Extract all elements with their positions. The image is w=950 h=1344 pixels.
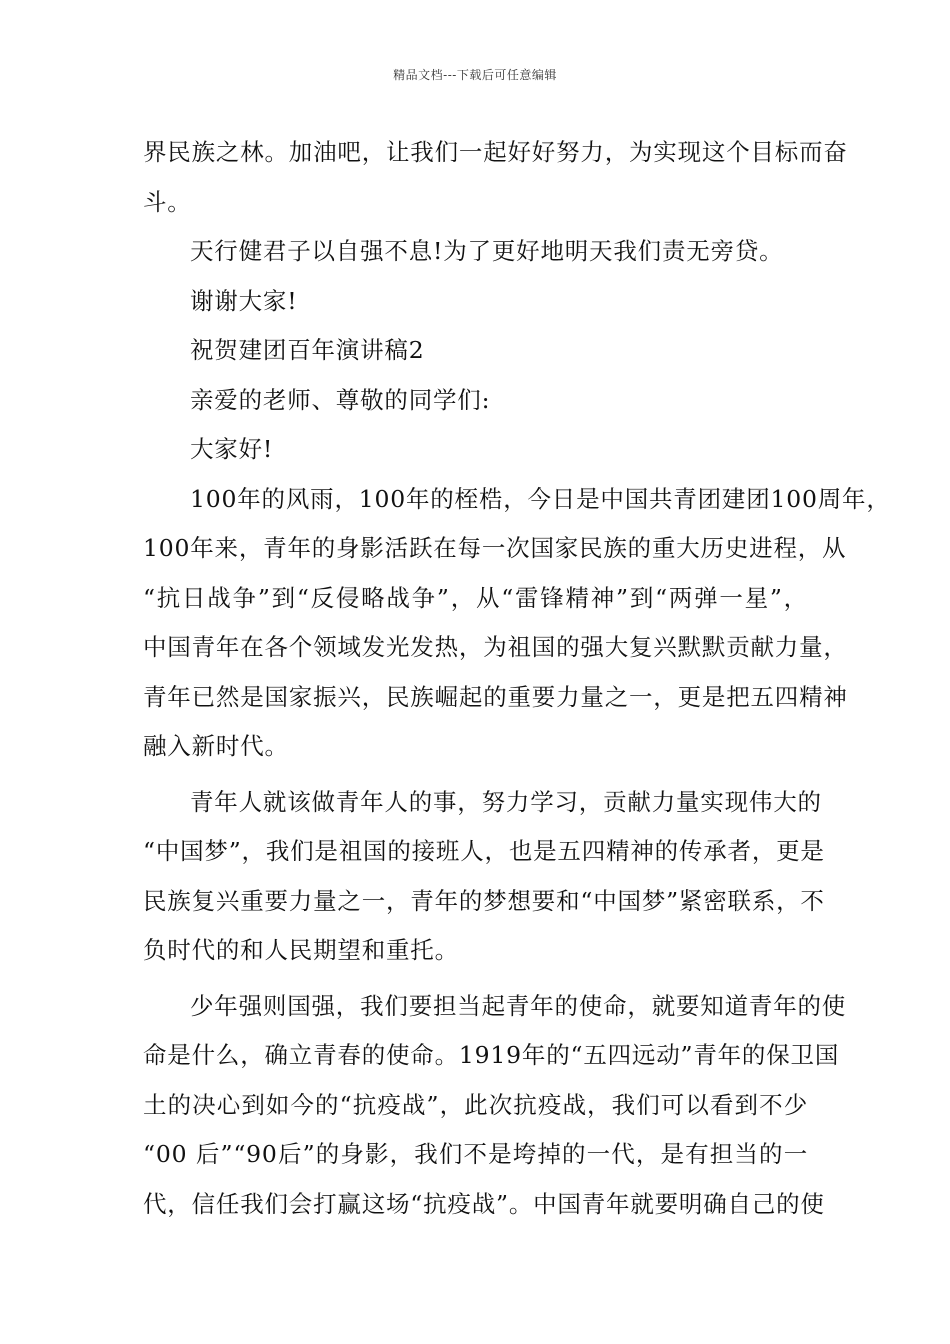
text-line: “00 后”“90后”的身影，我们不是垮掉的一代，是有担当的一 [143, 1140, 808, 1168]
text-line: 100年来，青年的身影活跃在每一次国家民族的重大历史进程，从 [143, 534, 847, 562]
text-line: 融入新时代。 [143, 732, 289, 760]
text-line: “中国梦”，我们是祖国的接班人，也是五四精神的传承者，更是 [143, 837, 825, 865]
text-line: 负时代的和人民期望和重托。 [143, 936, 459, 964]
text-line: 青年人就该做青年人的事，努力学习，贡献力量实现伟大的 [190, 787, 822, 816]
text-line: 命是什么，确立青春的使命。1919年的“五四远动”青年的保卫国 [143, 1041, 840, 1069]
section-title: 祝贺建团百年演讲稿2 [190, 336, 425, 364]
page-header: 精品文档---下载后可任意编辑 [393, 68, 557, 82]
text-line: 民族复兴重要力量之一，青年的梦想要和“中国梦”紧密联系，不 [143, 886, 825, 915]
text-line: 土的决心到如今的“抗疫战”，此次抗疫战，我们可以看到不少 [143, 1090, 808, 1119]
greeting-line: 亲爱的老师、尊敬的同学们: [190, 385, 491, 414]
text-line: 青年已然是国家振兴，民族崛起的重要力量之一，更是把五四精神 [143, 682, 848, 711]
text-line: 谢谢大家! [190, 286, 298, 315]
greeting-line: 大家好! [190, 435, 274, 463]
text-line: 天行健君子以自强不息!为了更好地明天我们责无旁贷。 [190, 237, 784, 265]
text-line: 斗。 [143, 187, 192, 216]
text-line: 100年的风雨，100年的桎梏，今日是中国共青团建团100周年， [190, 484, 891, 513]
text-line: 界民族之林。加油吧，让我们一起好好努力，为实现这个目标而奋 [143, 138, 848, 166]
text-line: 代，信任我们会打赢这场“抗疫战”。中国青年就要明确自己的使 [143, 1189, 825, 1218]
text-line: 少年强则国强，我们要担当起青年的使命，就要知道青年的使 [190, 991, 847, 1020]
document-body [143, 128, 891, 1229]
text-line: “抗日战争”到“反侵略战争”，从“雷锋精神”到“两弹一星”， [143, 583, 808, 612]
text-line: 中国青年在各个领域发光发热，为祖国的强大复兴默默贡献力量， [143, 633, 848, 661]
